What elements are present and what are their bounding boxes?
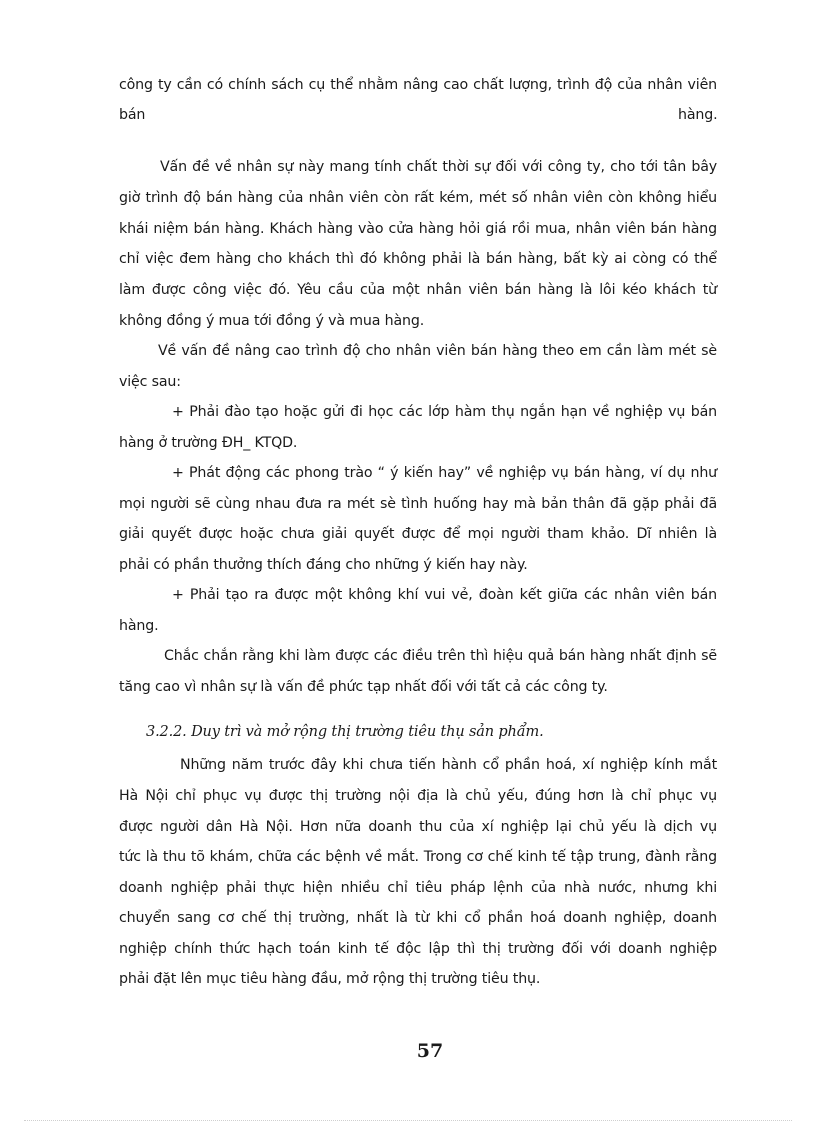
paragraph-line: doanh nghiệp phải thực hiện nhiều chỉ tiêu pháp lệnh của nhà nước, nhưng khi xyxy=(119,880,717,896)
paragraph-line: khái niệm bán hàng. Khách hàng vào cửa hàng hỏi giá rồi mua, nhân viên bán hàng xyxy=(119,221,717,237)
paragraph-line: tăng cao vì nhân sự là vấn đề phức tạp nhất đối với tất cả các công ty. xyxy=(119,679,608,695)
footer-divider xyxy=(24,1120,792,1121)
paragraph-line: + Phát động các phong trào “ ý kiến hay” về nghiệp vụ bán hàng, ví dụ như xyxy=(172,465,717,481)
paragraph-line: Hà Nội chỉ phục vụ được thị trường nội địa là chủ yếu, đúng hơn là chỉ phục vụ xyxy=(119,788,717,804)
paragraph-line: Những năm trước đây khi chưa tiến hành cổ phần hoá, xí nghiệp kính mắt xyxy=(180,757,717,773)
paragraph-line: + Phải đào tạo hoặc gửi đi học các lớp hàm thụ ngắn hạn về nghiệp vụ bán xyxy=(172,404,717,420)
paragraph-line: tức là thu tõ khám, chữa các bệnh về mắt. Trong cơ chế kinh tế tập trung, đành rằng xyxy=(119,849,717,865)
paragraph-line: + Phải tạo ra được một không khí vui vẻ, đoàn kết giữa các nhân viên bán xyxy=(172,587,717,603)
paragraph-line: giờ trình độ bán hàng của nhân viên còn rất kém, mét số nhân viên còn không hiểu xyxy=(119,190,717,206)
paragraph-line: chỉ việc đem hàng cho khách thì đó không phải là bán hàng, bất kỳ ai còng có thể xyxy=(119,251,717,267)
paragraph-line: không đồng ý mua tới đồng ý và mua hàng. xyxy=(119,313,425,329)
paragraph-line: phải có phần thưởng thích đáng cho những ý kiến hay này. xyxy=(119,557,528,573)
paragraph-line: giải quyết được hoặc chưa giải quyết được để mọi người tham khảo. Dĩ nhiên là xyxy=(119,526,717,542)
paragraph-line: bán xyxy=(119,107,146,123)
paragraph-line: làm được công việc đó. Yêu cầu của một nhân viên bán hàng là lôi kéo khách từ xyxy=(119,282,717,298)
paragraph-line: việc sau: xyxy=(119,374,181,390)
paragraph-line: hàng. xyxy=(119,618,159,634)
paragraph-line: được người dân Hà Nội. Hơn nữa doanh thu của xí nghiệp lại chủ yếu là dịch vụ xyxy=(119,819,717,835)
paragraph-line: Vấn đề về nhân sự này mang tính chất thời sự đối với công ty, cho tới tân bây xyxy=(160,159,717,175)
paragraph-line: chuyển sang cơ chế thị trường, nhất là từ khi cổ phần hoá doanh nghiệp, doanh xyxy=(119,910,717,926)
paragraph-line: công ty cần có chính sách cụ thể nhằm nâng cao chất lượng, trình độ của nhân viên xyxy=(119,77,717,93)
paragraph-line: mọi người sẽ cùng nhau đưa ra mét sè tình huống hay mà bản thân đã gặp phải đã xyxy=(119,496,717,512)
section-heading: 3.2.2. Duy trì và mở rộng thị trường tiêu thụ sản phẩm. xyxy=(146,724,544,740)
page-number: 57 xyxy=(416,1040,444,1062)
paragraph-line: hàng ở trường ĐH_ KTQD. xyxy=(119,435,298,451)
paragraph-line: phải đặt lên mục tiêu hàng đầu, mở rộng thị trường tiêu thụ. xyxy=(119,971,541,987)
paragraph-line: Chắc chắn rằng khi làm được các điều trên thì hiệu quả bán hàng nhất định sẽ xyxy=(164,648,717,664)
paragraph-line: nghiệp chính thức hạch toán kinh tế độc lập thì thị trường đối với doanh nghiệp xyxy=(119,941,717,957)
paragraph-line: Về vấn đề nâng cao trình độ cho nhân viên bán hàng theo em cần làm mét sè xyxy=(158,343,717,359)
paragraph-line: hàng. xyxy=(678,107,718,123)
